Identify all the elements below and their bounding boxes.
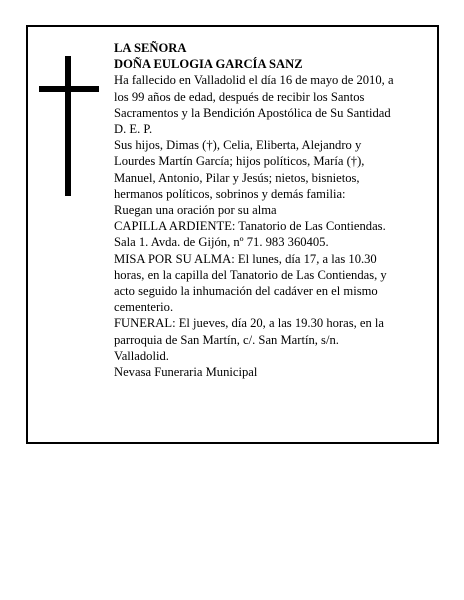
body-line: Valladolid. [114, 348, 169, 363]
body-line: Sacramentos y la Bendición Apostólica de Su Santidad [114, 105, 391, 120]
body-line: horas, en la capilla del Tanatorio de Las Contiendas, y [114, 267, 387, 282]
body-line: D. E. P. [114, 122, 153, 137]
body-line: Ha fallecido en Valladolid el día 16 de mayo de 2010, a [114, 73, 394, 88]
latin-cross-icon [39, 56, 99, 196]
body-line: acto seguido la inhumación del cadáver en el mismo [114, 284, 378, 299]
body-line: Ruegan una oración por su alma [114, 203, 277, 218]
body-line: FUNERAL: El jueves, día 20, a las 19.30 horas, en la [114, 316, 385, 331]
body-line: Sus hijos, Dimas (†), Celia, Eliberta, Alejandro y [114, 138, 362, 153]
body-line: Lourdes Martín García; hijos políticos, María (†), [114, 154, 365, 169]
body-line: los 99 años de edad, después de recibir los Santos [114, 89, 365, 104]
cross-vertical-bar [65, 56, 71, 196]
cross-horizontal-bar [39, 86, 99, 92]
body-line: cementerio. [114, 300, 174, 315]
notice-heading-line-1: LA SEÑORA [114, 41, 187, 55]
obituary-text [114, 40, 426, 380]
body-line: CAPILLA ARDIENTE: Tanatorio de Las Contiendas. [114, 219, 386, 234]
body-line: Manuel, Antonio, Pilar y Jesús; nietos, bisnietos, [114, 170, 360, 185]
funeral-home-name: Nevasa Funeraria Municipal [114, 365, 258, 380]
body-line: MISA POR SU ALMA: El lunes, día 17, a las 10.30 [114, 251, 377, 266]
deceased-name: DOÑA EULOGIA GARCÍA SANZ [114, 57, 303, 72]
body-line: parroquia de San Martín, c/. San Martín, s/n. [114, 332, 339, 347]
body-line: Sala 1. Avda. de Gijón, nº 71. 983 360405. [114, 235, 329, 250]
body-line: hermanos políticos, sobrinos y demás familia: [114, 186, 346, 201]
